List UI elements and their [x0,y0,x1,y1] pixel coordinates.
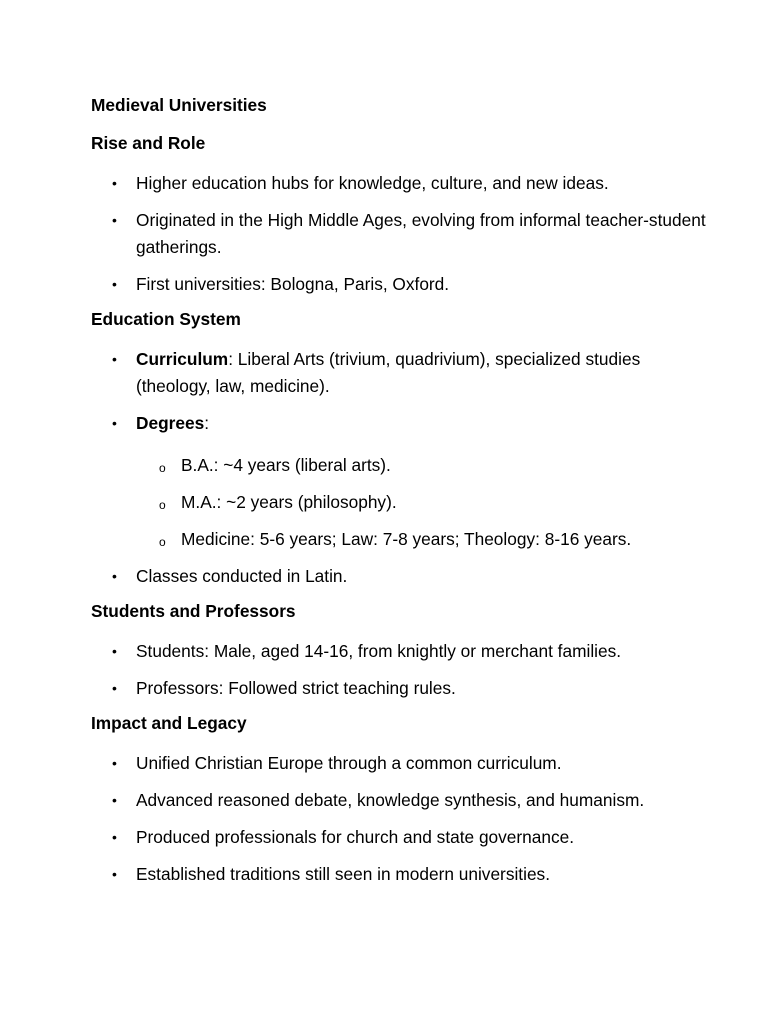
bullet-icon: • [112,643,117,659]
circle-bullet-icon: o [159,498,166,512]
list-item: • Degrees: o B.A.: ~4 years (liberal arts). o M.A.: ~2 years (philosophy). o Medicine: 5-6 years; Law: 7-8 years; Theology: 8-16 years. [91,410,711,553]
bullet-icon: • [112,276,117,292]
circle-bullet-icon: o [159,461,166,475]
bullet-icon: • [112,792,117,808]
list-item: • Unified Christian Europe through a common curriculum. [91,750,711,777]
bullet-icon: • [112,415,117,431]
sub-list-item: o Medicine: 5-6 years; Law: 7-8 years; Theology: 8-16 years. [136,526,711,553]
bullet-icon: • [112,175,117,191]
section-heading-education-system: Education System [91,309,241,329]
bullet-icon: • [112,755,117,771]
list-item: • Produced professionals for church and state governance. [91,824,711,851]
list-item: • Curriculum: Liberal Arts (trivium, quadrivium), specialized studies (theology, law, medicine). [91,346,711,400]
bullet-icon: • [112,866,117,882]
bullet-icon: • [112,680,117,696]
list-item: • Originated in the High Middle Ages, evolving from informal teacher-student gatherings. [91,207,711,261]
impact-and-legacy-list [91,750,711,888]
list-item: • Students: Male, aged 14-16, from knightly or merchant families. [91,638,711,665]
list-item: • Professors: Followed strict teaching rules. [91,675,711,702]
degrees-label: Degrees [136,413,205,433]
list-item: • Higher education hubs for knowledge, culture, and new ideas. [91,170,711,197]
list-item: • Classes conducted in Latin. [91,563,711,590]
section-heading-impact-and-legacy: Impact and Legacy [91,713,247,733]
rise-and-role-list [91,170,711,298]
bullet-icon: • [112,568,117,584]
degrees-sublist [136,452,711,553]
document-page [91,94,711,898]
list-item: • First universities: Bologna, Paris, Oxford. [91,271,711,298]
list-item: • Established traditions still seen in modern universities. [91,861,711,888]
students-and-professors-list [91,638,711,702]
curriculum-label: Curriculum [136,349,229,369]
list-item: • Advanced reasoned debate, knowledge synthesis, and humanism. [91,787,711,814]
bullet-icon: • [112,829,117,845]
bullet-icon: • [112,212,117,228]
document-title: Medieval Universities [91,95,267,115]
section-heading-students-and-professors: Students and Professors [91,601,296,621]
section-heading-rise-and-role: Rise and Role [91,133,206,153]
bullet-icon: • [112,351,117,367]
circle-bullet-icon: o [159,535,166,549]
sub-list-item: o B.A.: ~4 years (liberal arts). [136,452,711,479]
education-system-list [91,346,711,590]
sub-list-item: o M.A.: ~2 years (philosophy). [136,489,711,516]
